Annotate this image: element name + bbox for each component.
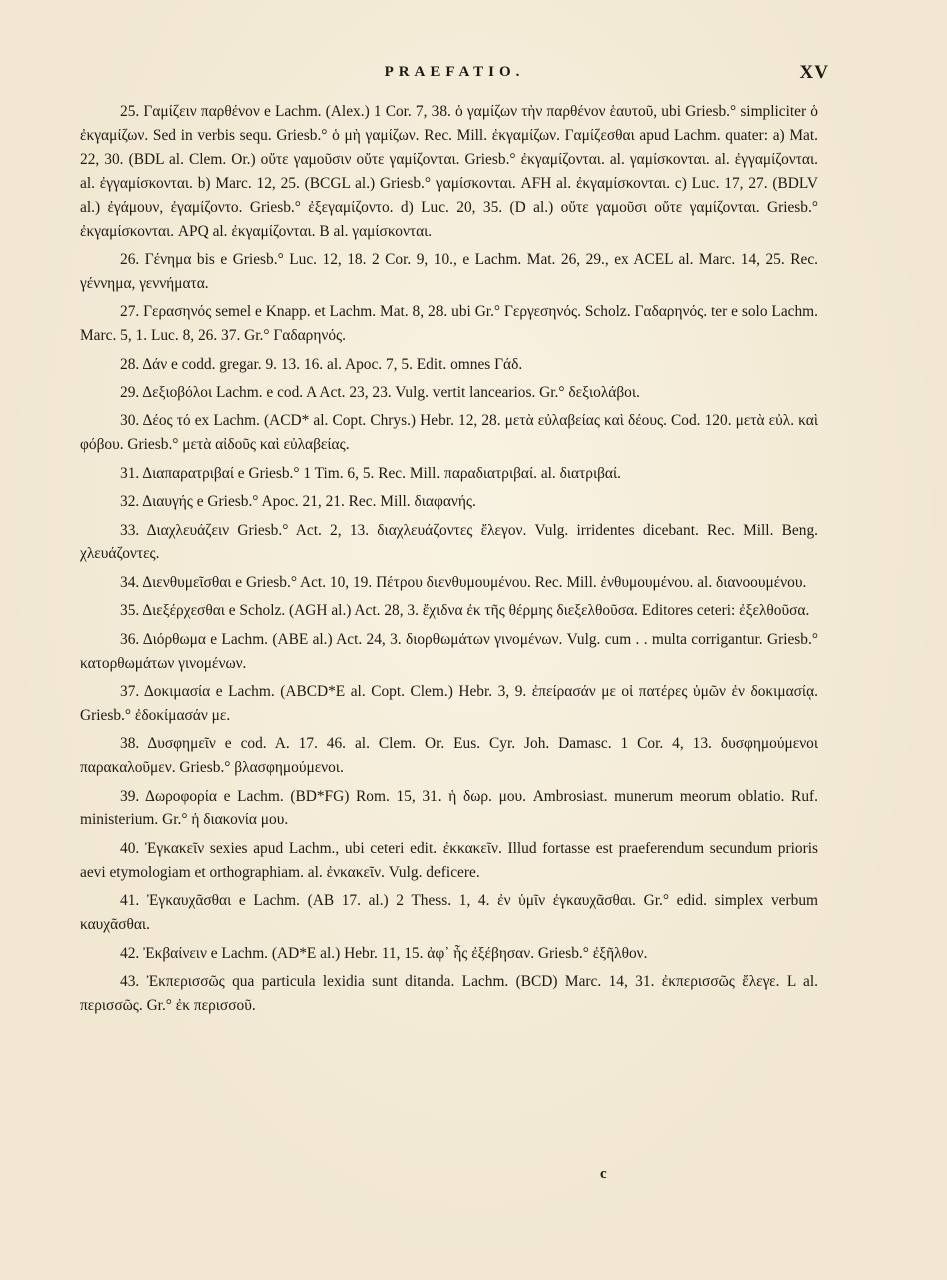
entry-31: 31. Διαπαρατριβαί e Griesb.° 1 Tim. 6, 5. Rec. Mill. παραδιατριβαί. al. διατριβαί. [120, 464, 621, 482]
entry-40: 40. Ἐγκακεῖν sexies apud Lachm., ubi ceteri edit. ἐκκακεῖν. Illud fortasse est praeferendum secundum prioris aevi etymologiam et orthographiam. al. ἐνκακεῖν. Vulg. deficere. [80, 839, 818, 881]
running-title: PRAEFATIO. [384, 64, 525, 80]
lexicon-entries [80, 100, 818, 1022]
entry-42: 42. Ἐκβαίνειν e Lachm. (AD*E al.) Hebr. 11, 15. ἀφ᾽ ἧς ἐξέβησαν. Griesb.° ἐξῆλθον. [120, 944, 648, 962]
entry-36: 36. Διόρθωμα e Lachm. (ABE al.) Act. 24, 3. διορθωμάτων γινομένων. Vulg. cum . . multa corrigantur. Griesb.° κατορθωμάτων γινομένων. [80, 630, 818, 672]
entry-29: 29. Δεξιοβόλοι Lachm. e cod. A Act. 23, 23. Vulg. vertit lancearios. Gr.° δεξιολάβοι. [120, 383, 640, 401]
entry-26: 26. Γένημα bis e Griesb.° Luc. 12, 18. 2 Cor. 9, 10., e Lachm. Mat. 26, 29., ex ACEL al. Marc. 14, 25. Rec. γέννημα, γεννήματα. [80, 250, 818, 292]
entry-32: 32. Διαυγής e Griesb.° Apoc. 21, 21. Rec. Mill. διαφανής. [120, 493, 476, 511]
page-number: XV [799, 62, 829, 83]
entry-34: 34. Διενθυμεῖσθαι e Griesb.° Act. 10, 19. Πέτρου διενθυμουμένου. Rec. Mill. ἐνθυμουμένου. al. διανοουμένου. [120, 573, 807, 591]
entry-27: 27. Γερασηνός semel e Knapp. et Lachm. Mat. 8, 28. ubi Gr.° Γεργεσηνός. Scholz. Γαδαρηνός. ter e solo Lachm. Marc. 5, 1. Luc. 8, 26. 37. Gr.° Γαδαρηνός. [80, 303, 818, 345]
entry-41: 41. Ἐγκαυχᾶσθαι e Lachm. (AB 17. al.) 2 Thess. 1, 4. ἐν ὑμῖν ἐγκαυχᾶσθαι. Gr.° edid. simplex verbum καυχᾶσθαι. [80, 892, 818, 934]
entry-35: 35. Διεξέρχεσθαι e Scholz. (AGH al.) Act. 28, 3. ἔχιδνα ἐκ τῆς θέρμης διεξελθοῦσα. Editores ceteri: ἐξελθοῦσα. [120, 602, 810, 620]
entry-39: 39. Δωροφορία e Lachm. (BD*FG) Rom. 15, 31. ἡ δωρ. μου. Ambrosiast. munerum meorum oblatio. Ruf. ministerium. Gr.° ἡ διακονία μου. [80, 787, 818, 829]
entry-43: 43. Ἐκπερισσῶς qua particula lexidia sunt ditanda. Lachm. (BCD) Marc. 14, 31. ἐκπερισσῶς ἔλεγε. L al. περισσῶς. Gr.° ἐκ περισσοῦ. [80, 972, 818, 1014]
entry-30: 30. Δέος τό ex Lachm. (ACD* al. Copt. Chrys.) Hebr. 12, 28. μετὰ εὐλαβείας καὶ δέους. Cod. 120. μετὰ εὐλ. καὶ φόβου. Griesb.° μετὰ αἰδοῦς καὶ εὐλαβείας. [80, 412, 818, 454]
entry-33: 33. Διαχλευάζειν Griesb.° Act. 2, 13. διαχλευάζοντες ἔλεγον. Vulg. irridentes dicebant. Rec. Mill. Beng. χλευάζοντες. [80, 521, 818, 563]
entry-25: 25. Γαμίζειν παρθένον e Lachm. (Alex.) 1 Cor. 7, 38. ὁ γαμίζων τὴν παρθένον ἑαυτοῦ, ubi Griesb.° simpliciter ὁ ἐκγαμίζων. Sed in verbis sequ. Griesb.° ὁ μὴ γαμίζων. Rec. Mill. ἐκγαμίζων. Γαμίζεσθαι apud Lachm. quater: a) Mat. 22, 30. (BDL al. Clem. Or.) οὔτε γαμοῦσιν οὔτε γαμίζονται. Griesb.° ἐκγαμίζονται. al. γαμίσκονται. al. ἐγγαμίζονται. al. ἐγγαμίσκονται. b) Marc. 12, 25. (BCGL al.) Griesb.° γαμίσκονται. AFH al. ἐκγαμίσκονται. c) Luc. 17, 27. (BDLV al.) ἐγάμουν, ἐγαμίζοντο. Griesb.° ἐξεγαμίζοντο. d) Luc. 20, 35. (D al.) οὔτε γαμοῦσι οὔτε γαμίζονται. Griesb.° ἐκγαμίσκονται. APQ al. ἐκγαμίζονται. B al. γαμίσκονται. [80, 103, 818, 240]
entry-38: 38. Δυσφημεῖν e cod. A. 17. 46. al. Clem. Or. Eus. Cyr. Joh. Damasc. 1 Cor. 4, 13. δυσφημούμενοι παρακαλοῦμεν. Griesb.° βλασφημούμενοι. [80, 735, 818, 777]
entry-28: 28. Δάν e codd. gregar. 9. 13. 16. al. Apoc. 7, 5. Edit. omnes Γάδ. [120, 355, 523, 373]
page-header [80, 64, 829, 94]
signature-mark: c [600, 1166, 607, 1182]
entry-37: 37. Δοκιμασία e Lachm. (ABCD*E al. Copt. Clem.) Hebr. 3, 9. ἐπείρασάν με οἱ πατέρες ὑμῶν ἐν δοκιμασίᾳ. Griesb.° ἐδοκίμασάν με. [80, 682, 818, 724]
